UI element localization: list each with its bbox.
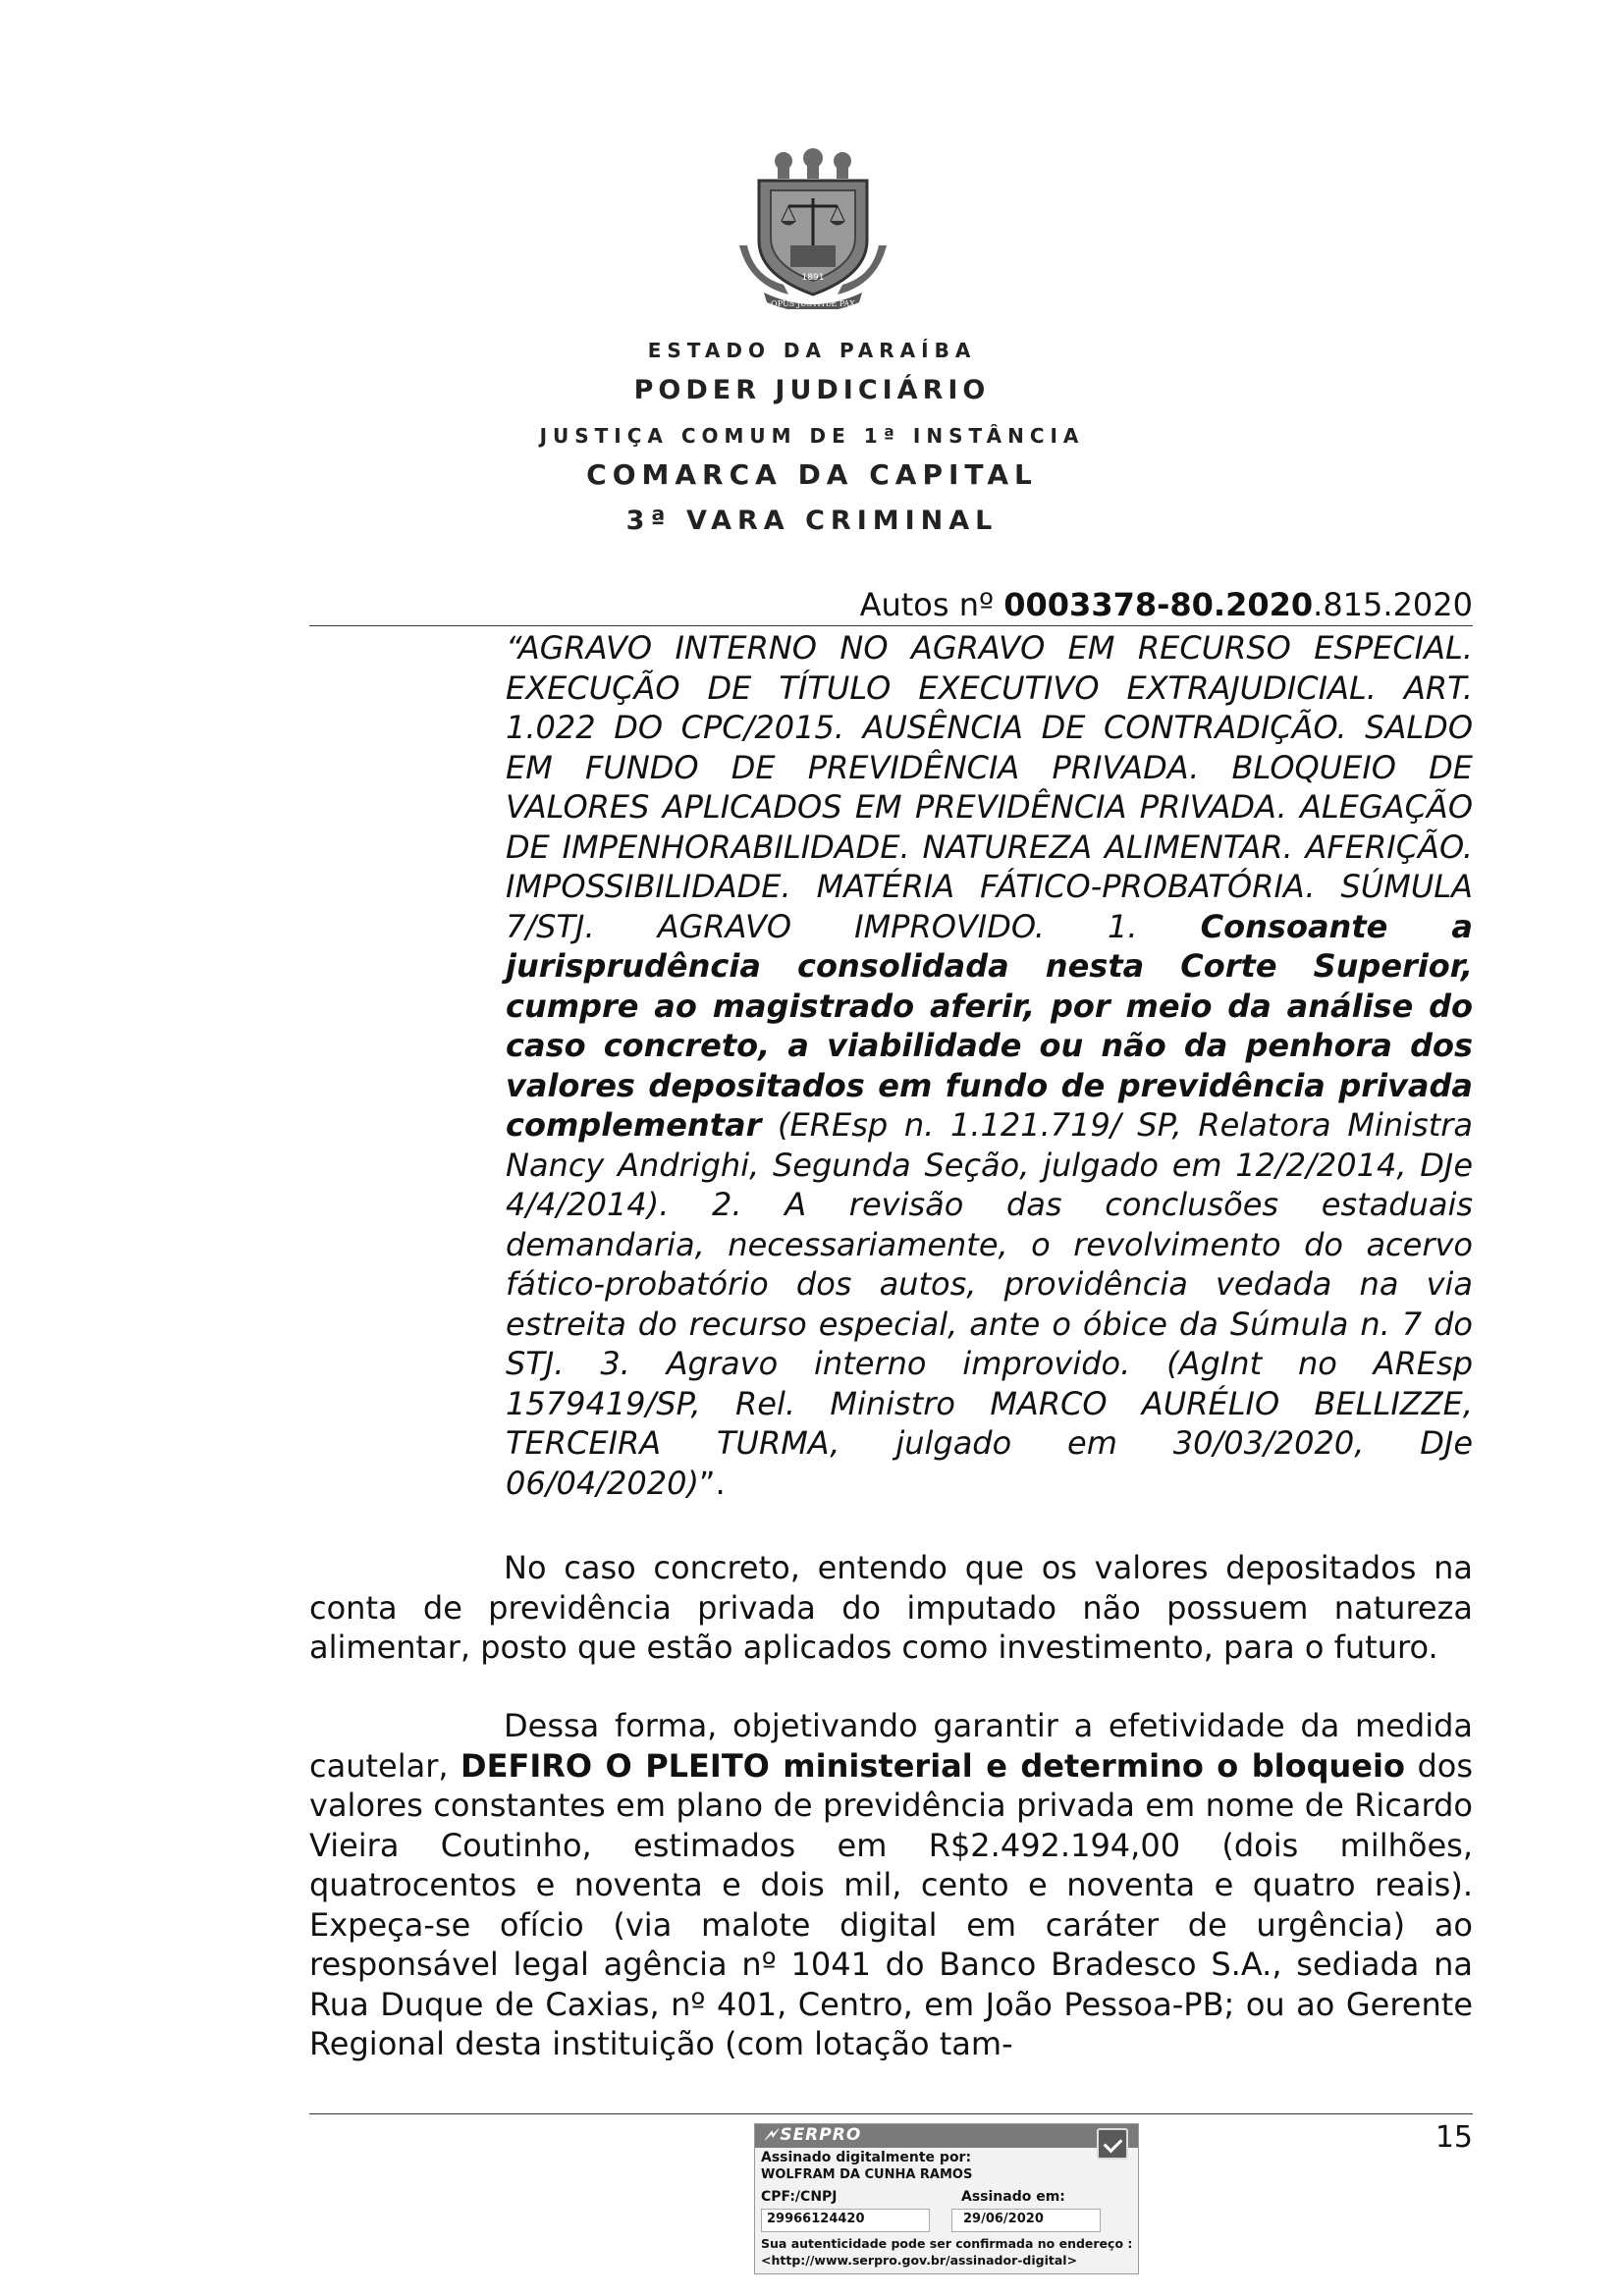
page-number: 15	[1435, 2120, 1473, 2155]
signed-date-label: Assinado em:	[961, 2189, 1065, 2205]
case-number	[860, 586, 1473, 623]
serpro-logo: 🗲 SERPRO	[765, 2125, 862, 2145]
case-number-bold: 0003378-80.2020	[1003, 586, 1314, 623]
paragraph-2-text-a: Dessa forma, objetivando garantir a efetividade da medida cautelar,	[309, 1707, 1473, 1785]
header-division: 3ª VARA CRIMINAL	[625, 506, 999, 536]
svg-text:OPUS JUSTITIÆ PAX: OPUS JUSTITIÆ PAX	[771, 299, 855, 308]
signer-name: WOLFRAM DA CUNHA RAMOS	[761, 2167, 973, 2182]
paragraph-1	[309, 1548, 1473, 1668]
top-divider	[309, 625, 1473, 626]
svg-text:1891: 1891	[801, 273, 825, 283]
header-state: ESTADO DA PARAÍBA	[647, 339, 977, 362]
quoted-precedent	[506, 628, 1473, 1503]
quote-bold-text: Consoante a jurisprudência consolidada nesta Corte Superior, cumpre ao magistrado aferir, por meio da análise do caso concreto, a viabilidade ou não da penhora dos valores depositados em fundo de previdência privada complementar	[506, 907, 1473, 1144]
header-court: JUSTIÇA COMUM DE 1ª INSTÂNCIA	[539, 424, 1085, 448]
quote-closing: ”.	[698, 1464, 726, 1502]
signed-by-label: Assinado digitalmente por:	[761, 2150, 972, 2165]
quote-text-2: (EREsp n. 1.121.719/ SP, Relatora Ministra Nancy Andrighi, Segunda Seção, julgado em 12/2/2014, DJe 4/4/2014). 2. A revisão das conclusões estaduais demandaria, necessariamente, o revolvimento do acervo fático-probatório dos autos, providência vedada na via estreita do recurso especial, ante o óbice da Súmula n. 7 do STJ. 3. Agravo interno improvido. (AgInt no AREsp 1579419/SP, Rel. Ministro MARCO AURÉLIO BELLIZZE, TERCEIRA TURMA, julgado em 30/03/2020, DJe 06/04/2020)	[506, 1106, 1473, 1502]
paragraph-2-bold: DEFIRO O PLEITO ministerial e determino o bloqueio	[460, 1746, 1405, 1785]
bottom-divider	[309, 2113, 1473, 2114]
quote-text-1: “AGRAVO INTERNO NO AGRAVO EM RECURSO ESPECIAL. EXECUÇÃO DE TÍTULO EXECUTIVO EXTRAJUDICIAL. ART. 1.022 DO CPC/2015. AUSÊNCIA DE CONTRADIÇÃO. SALDO EM FUNDO DE PREVIDÊNCIA PRIVADA. BLOQUEIO DE VALORES APLICADOS EM PREVIDÊNCIA PRIVADA. ALEGAÇÃO DE IMPENHORABILIDADE. NATUREZA ALIMENTAR. AFERIÇÃO. IMPOSSIBILIDADE. MATÉRIA FÁTICO-PROBATÓRIA. SÚMULA 7/STJ. AGRAVO IMPROVIDO. 1.	[506, 629, 1473, 945]
paragraph-1-text: No caso concreto, entendo que os valores depositados na conta de previdência privada do imputado não possuem natureza alimentar, posto que estão aplicados como investimento, para o futuro.	[309, 1549, 1473, 1666]
cpf-value: 29966124420	[767, 2212, 865, 2226]
case-number-suffix: .815.2020	[1313, 586, 1473, 623]
paragraph-2	[309, 1706, 1473, 2064]
case-prefix: Autos nº	[859, 586, 1004, 623]
court-crest-logo	[730, 147, 896, 309]
digital-signature-stamp	[754, 2123, 1139, 2274]
cpf-label: CPF:/CNPJ	[761, 2189, 838, 2205]
auth-url: <http://www.serpro.gov.br/assinador-digital>	[761, 2253, 1078, 2268]
header-district: COMARCA DA CAPITAL	[586, 458, 1038, 491]
auth-text: Sua autenticidade pode ser confirmada no endereço :	[761, 2236, 1133, 2251]
checkmark-icon	[1097, 2128, 1128, 2160]
paragraph-2-text-b: dos valores constantes em plano de previdência privada em nome de Ricardo Vieira Coutinho, estimados em R$2.492.194,00 (dois milhões, quatrocentos e noventa e dois mil, cento e noventa e quatro reais). Expeça-se ofício (via malote digital em caráter de urgência) ao responsável legal agência nº 1041 do Banco Bradesco S.A., sediada na Rua Duque de Caxias, nº 401, Centro, em João Pessoa-PB; ou ao Gerente Regional desta instituição (com lotação tam-	[309, 1746, 1474, 2062]
signed-date-value: 29/06/2020	[963, 2212, 1044, 2226]
header-branch: PODER JUDICIÁRIO	[633, 375, 991, 405]
